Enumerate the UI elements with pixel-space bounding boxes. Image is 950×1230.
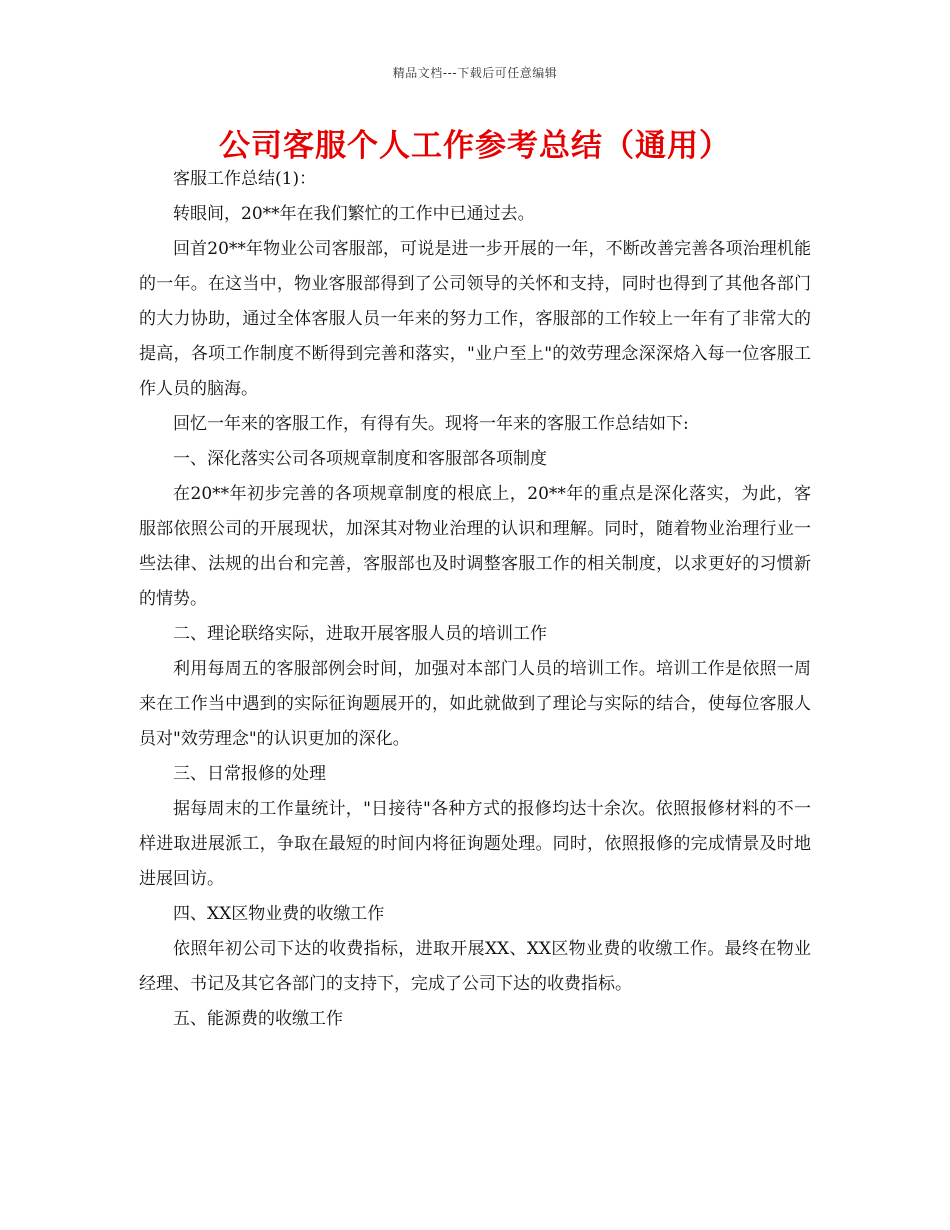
heading-five: 五、能源费的收缴工作 xyxy=(173,1009,343,1029)
body-paragraph-three: 据每周末的工作量统计，"日接待"各种方式的报修均达十余次。依照报修材料的不一样进取进展派工，争取在最短的时间内将征询题处理。同时，依照报修的完成情景及时地进展回访。 xyxy=(139,799,811,889)
heading-one: 一、深化落实公司各项规章制度和客服部各项制度 xyxy=(173,449,547,469)
heading-four: 四、XX区物业费的收缴工作 xyxy=(173,904,385,924)
body-paragraph-two: 利用每周五的客服部例会时间，加强对本部门人员的培训工作。培训工作是依照一周来在工作当中遇到的实际征询题展开的，如此就做到了理论与实际的结合，使每位客服人员对"效劳理念"的认识更加的深化。 xyxy=(139,659,811,749)
document-body xyxy=(139,162,811,1037)
summary-lead-paragraph: 回忆一年来的客服工作，有得有失。现将一年来的客服工作总结如下: xyxy=(173,414,689,434)
body-paragraph-one: 在20**年初步完善的各项规章制度的根底上，20**年的重点是深化落实，为此，客服部依照公司的开展现状，加深其对物业治理的认识和理解。同时，随着物业治理行业一些法律、法规的出台和完善，客服部也及时调整客服工作的相关制度，以求更好的习惯新的情势。 xyxy=(139,484,811,609)
section-label: 客服工作总结(1)： xyxy=(173,169,317,189)
header-note: 精品文档---下载后可任意编辑 xyxy=(392,66,558,80)
intro-paragraph: 转眼间，20**年在我们繁忙的工作中已通过去。 xyxy=(173,204,535,224)
body-paragraph-four: 依照年初公司下达的收费指标，进取开展XX、XX区物业费的收缴工作。最终在物业经理、书记及其它各部门的支持下，完成了公司下达的收费指标。 xyxy=(139,939,811,994)
review-paragraph: 回首20**年物业公司客服部，可说是进一步开展的一年，不断改善完善各项治理机能的一年。在这当中，物业客服部得到了公司领导的关怀和支持，同时也得到了其他各部门的大力协助，通过全体客服人员一年来的努力工作，客服部的工作较上一年有了非常大的提高，各项工作制度不断得到完善和落实，"业户至上"的效劳理念深深烙入每一位客服工作人员的脑海。 xyxy=(139,239,811,399)
heading-three: 三、日常报修的处理 xyxy=(173,764,326,784)
heading-two: 二、理论联络实际，进取开展客服人员的培训工作 xyxy=(173,624,547,644)
document-title: 公司客服个人工作参考总结（通用） xyxy=(219,128,731,164)
